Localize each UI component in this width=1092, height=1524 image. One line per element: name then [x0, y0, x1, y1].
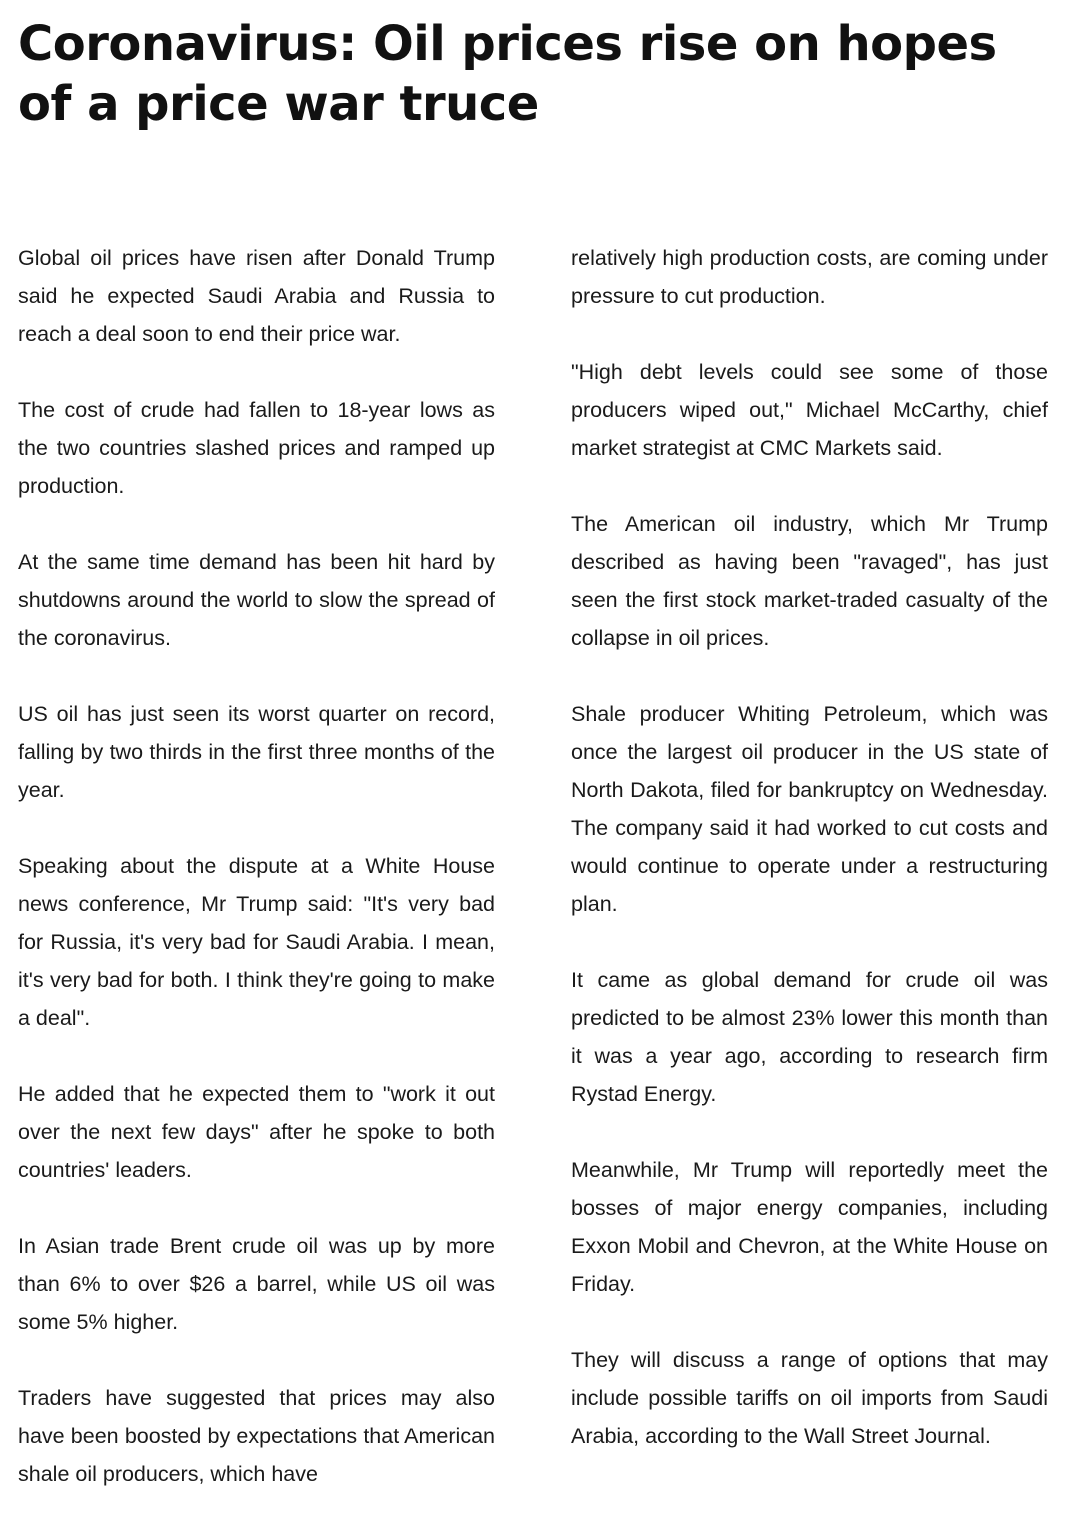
paragraph: Traders have suggested that prices may also have been boosted by expectations that American shale oil producers, which have — [18, 1386, 495, 1486]
paragraph: They will discuss a range of options that may include possible tariffs on oil imports from Saudi Arabia, according to the Wall Street Journal. — [571, 1348, 1048, 1448]
paragraph: The American oil industry, which Mr Trump described as having been "ravaged", has just seen the first stock market-traded casualty of the collapse in oil prices. — [571, 512, 1048, 650]
paragraph: relatively high production costs, are coming under pressure to cut production. — [571, 246, 1048, 308]
paragraph: "High debt levels could see some of those producers wiped out," Michael McCarthy, chief market strategist at CMC Markets said. — [571, 360, 1048, 460]
paragraph: He added that he expected them to "work it out over the next few days" after he spoke to both countries' leaders. — [18, 1082, 495, 1182]
paragraph: At the same time demand has been hit hard by shutdowns around the world to slow the spread of the coronavirus. — [18, 550, 495, 650]
paragraph: US oil has just seen its worst quarter on record, falling by two thirds in the first three months of the year. — [18, 702, 495, 802]
article-column-left — [18, 239, 495, 1493]
article-column-right — [571, 239, 1048, 1455]
paragraph: Speaking about the dispute at a White House news conference, Mr Trump said: "It's very bad for Russia, it's very bad for Saudi Arabia. I mean, it's very bad for both. I think they're going to make a deal". — [18, 854, 495, 1030]
article-title: Coronavirus: Oil prices rise on hopes of a price war truce — [18, 16, 997, 132]
paragraph: It came as global demand for crude oil was predicted to be almost 23% lower this month than it was a year ago, according to research firm Rystad Energy. — [571, 968, 1048, 1106]
paragraph: Global oil prices have risen after Donald Trump said he expected Saudi Arabia and Russia to reach a deal soon to end their price war. — [18, 246, 495, 346]
paragraph: Meanwhile, Mr Trump will reportedly meet the bosses of major energy companies, including Exxon Mobil and Chevron, at the White House on Friday. — [571, 1158, 1048, 1296]
paragraph: Shale producer Whiting Petroleum, which was once the largest oil producer in the US state of North Dakota, filed for bankruptcy on Wednesday. The company said it had worked to cut costs and would continue to operate under a restructuring plan. — [571, 702, 1048, 916]
paragraph: In Asian trade Brent crude oil was up by more than 6% to over $26 a barrel, while US oil was some 5% higher. — [18, 1234, 495, 1334]
paragraph: The cost of crude had fallen to 18-year lows as the two countries slashed prices and ramped up production. — [18, 398, 495, 498]
